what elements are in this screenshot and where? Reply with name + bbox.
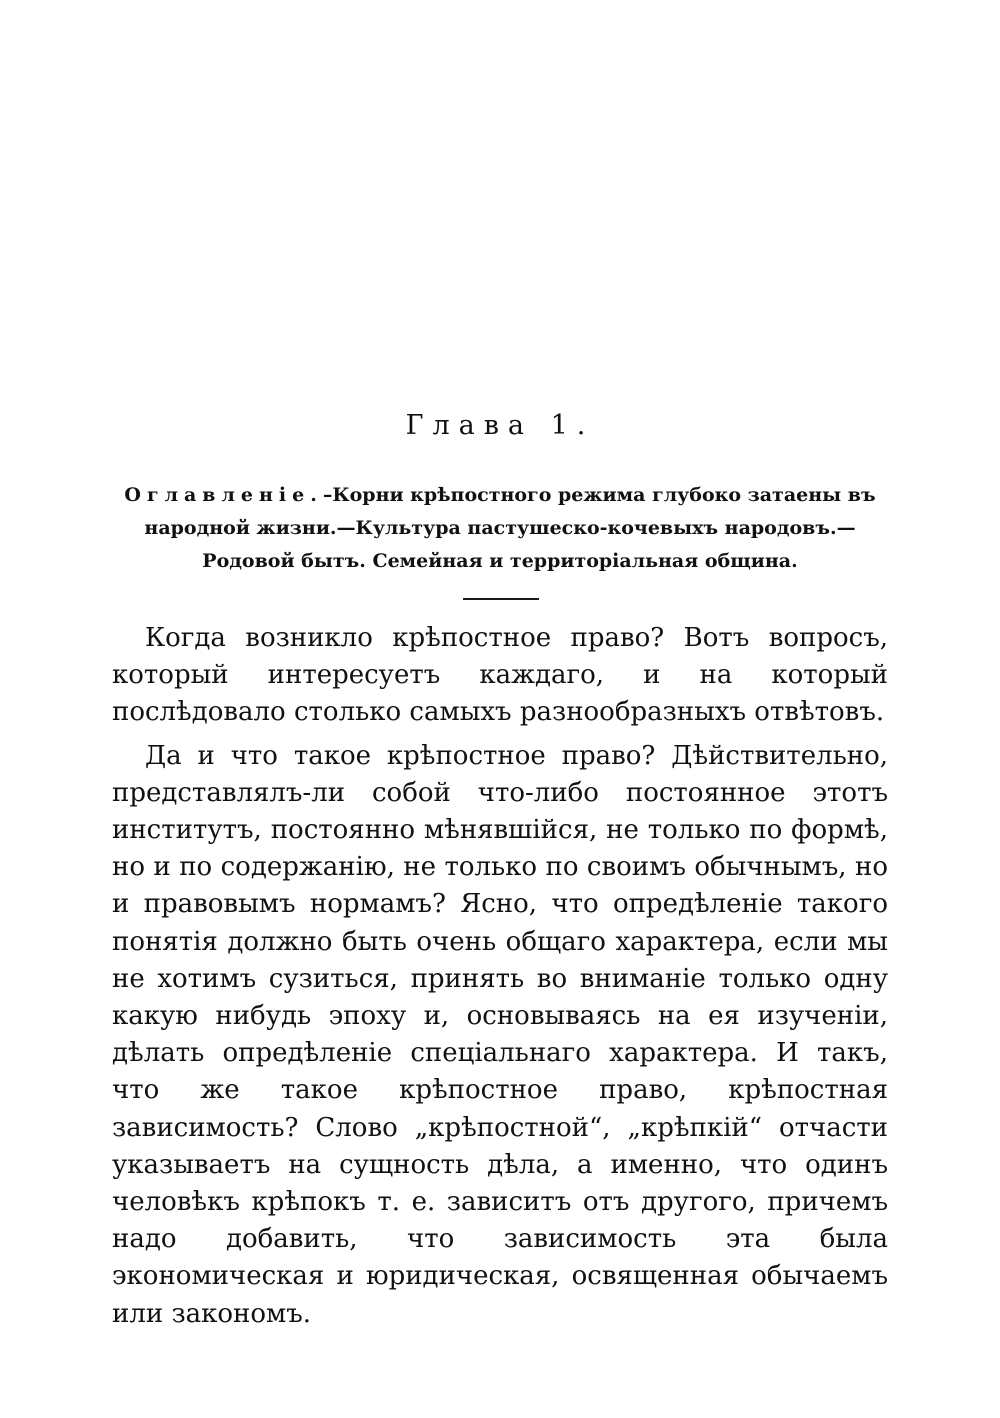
summary-text: –Корни крѣпостного режима глубоко затаены въ народной жизни.—Культура пастушеско-кочевыхъ народовъ.— Родовой бытъ. Семейная и территоріальная община. xyxy=(144,484,876,572)
chapter-heading: Глава 1. xyxy=(405,410,595,441)
paragraph: Да и что такое крѣпостное право? Дѣйствительно, представлялъ-ли собой что-либо постоянное этотъ институтъ, постоянно мѣнявшійся, не только по формѣ, но и по содержанію, не только по своимъ обычнымъ, но и правовымъ нормамъ? Ясно, что опредѣленіе такого понятія должно быть очень общаго характера, если мы не хотимъ сузиться, принять во вниманіе только одну какую нибудь эпоху и, основываясь на ея изученіи, дѣлать опредѣленіе спеціальнаго характера. И такъ, что же такое крѣпостное право, крѣпостная зависимость? Слово „крѣпостной“, „крѣпкій“ отчасти указываетъ на сущность дѣла, а именно, что одинъ человѣкъ крѣпокъ т. е. зависитъ отъ другого, причемъ надо добавить, что зависимость эта была экономическая и юридическая, освященная обычаемъ или закономъ. xyxy=(112,740,888,1329)
section-divider xyxy=(463,598,539,600)
chapter-summary xyxy=(110,479,890,578)
summary-label: Оглавленіе. xyxy=(124,484,323,506)
body-text xyxy=(112,620,888,1339)
paragraph: Когда возникло крѣпостное право? Вотъ вопросъ, который интересуетъ каждаго, и на который послѣдовало столько самыхъ разнообразныхъ отвѣтовъ. xyxy=(112,623,888,728)
